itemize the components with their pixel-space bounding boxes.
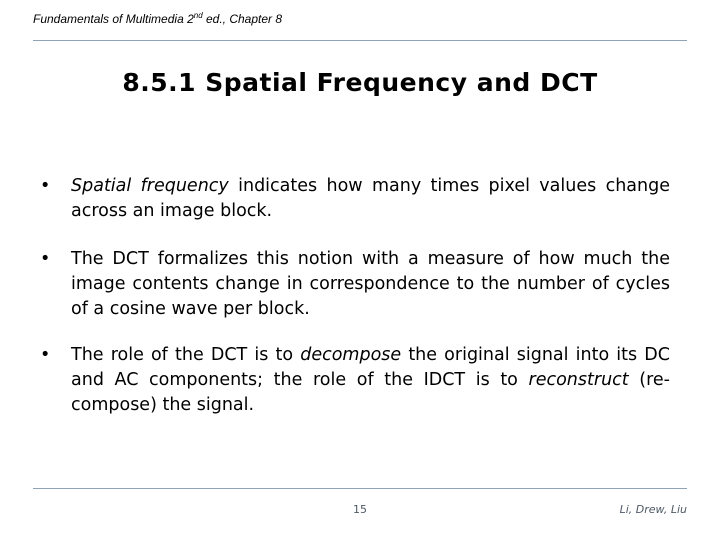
bullet-3-emphasis-reconstruct: reconstruct [528,370,629,390]
bullet-dot: • [40,345,51,365]
bullet-1-emphasis: Spatial frequency [71,176,229,196]
bullet-3-text-c: (re-compose) the signal. [71,370,670,415]
bullet-dot: • [40,249,51,269]
bullet-3-text-a: The role of the DCT is to [71,345,301,365]
header-divider [33,40,687,41]
slide-header [33,12,282,26]
bullet-3-emphasis-decompose: decompose [300,345,402,365]
bullet-3-text-b: the original signal into its DC and AC components; the role of the IDCT is to [71,345,670,390]
bullet-item-1 [40,174,670,224]
header-suffix: ed., Chapter 8 [202,12,283,26]
bullet-1-text: indicates how many times pixel values change across an image block. [71,176,670,221]
footer-divider [33,488,687,489]
bullet-2-text: The DCT formalizes this notion with a measure of how much the image contents change in correspondence to the number of cycles of a cosine wave per block. [71,249,670,319]
slide-title: 8.5.1 Spatial Frequency and DCT [122,68,598,97]
bullet-item-2 [40,247,670,322]
footer-authors: Li, Drew, Liu [619,503,687,516]
page-number: 15 [353,503,367,516]
bullet-dot: • [40,176,51,196]
header-prefix: Fundamentals of Multimedia 2 [33,12,194,26]
header-superscript: nd [193,11,203,20]
bullet-list [40,174,670,441]
bullet-item-3 [40,343,670,418]
